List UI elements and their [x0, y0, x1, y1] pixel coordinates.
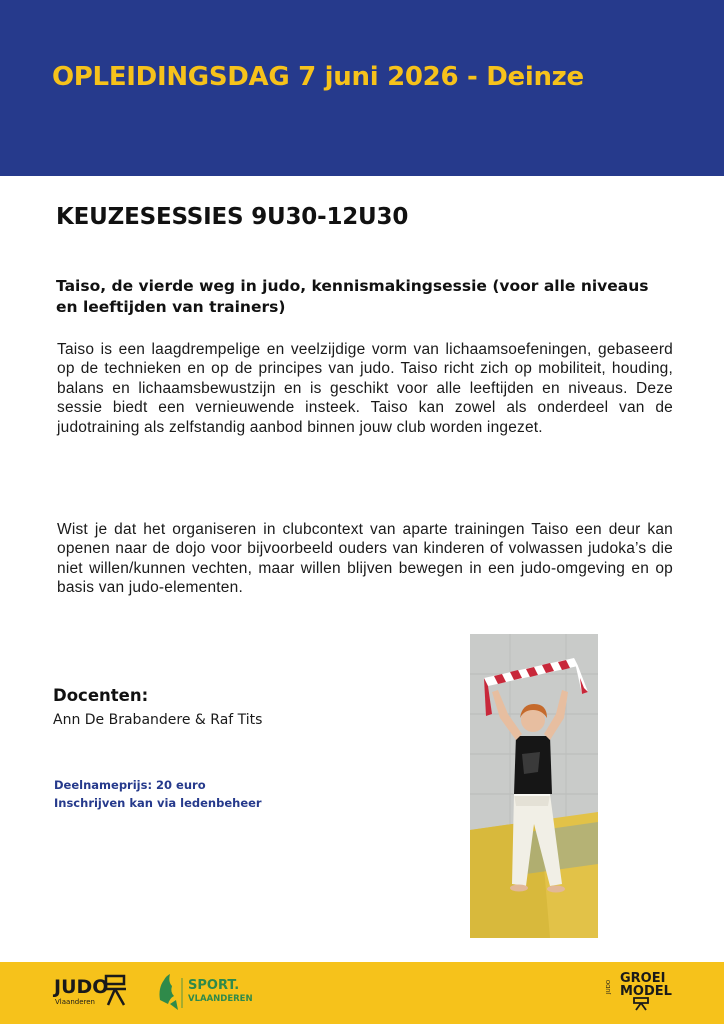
session-context-paragraph: Wist je dat het organiseren in clubcontext van aparte trainingen Taiso een deur kan openen naar de dojo voor bijvoorbeeld ouders van kinderen of volwassen judoka’s die niet willen/kunnen vechten, maar willen blijven bewegen in een judo-omgeving en op basis van judo-elementen. — [57, 521, 673, 597]
section-title: KEUZESESSIES 9U30-12U30 — [56, 204, 409, 230]
model-logo-text: MODEL — [620, 984, 672, 999]
registration-info: Inschrijven kan via ledenbeheer — [54, 796, 262, 810]
taiso-exercise-illustration — [470, 634, 598, 938]
vlaanderen-logo-text: VLAANDEREN — [188, 994, 253, 1004]
sport-vlaanderen-logo — [156, 970, 266, 1012]
docenten-label: Docenten: — [53, 686, 149, 705]
page-title: OPLEIDINGSDAG 7 juni 2026 - Deinze — [52, 62, 584, 92]
judoka-icon — [634, 998, 648, 1010]
price-info: Deelnameprijs: 20 euro — [54, 778, 206, 792]
judo-logo-subtext: Vlaanderen — [55, 998, 95, 1006]
groeimodel-side-text: JUDO — [606, 979, 612, 994]
sport-logo-text: SPORT. — [188, 978, 240, 993]
judo-vlaanderen-logo — [54, 971, 134, 1011]
docenten-names: Ann De Brabandere & Raf Tits — [53, 712, 263, 728]
judo-groeimodel-logo — [606, 968, 682, 1010]
lion-emblem-icon — [160, 974, 179, 1010]
session-description: Taiso is een laagdrempelige en veelzijdige vorm van lichaamsoefeningen, gebaseerd op de technieken en op de principes van judo. Taiso richt zich op mobiliteit, houding, balans en lichaamsbewustzijn en is geschikt voor alle leeftijden en niveaus. Deze sessie biedt een vernieuwende insteek. Taiso kan zowel als onderdeel van de judotraining als zelfstandig aanbod binnen jouw club worden ingezet. — [57, 341, 673, 436]
session-title: Taiso, de vierde weg in judo, kennismakingsessie (voor alle niveaus en leeftijden van trainers) — [56, 277, 649, 316]
instructor-photo — [470, 634, 598, 938]
groei-logo-text: GROEI — [620, 971, 666, 986]
header-banner — [0, 0, 724, 176]
judo-logo-text: JUDO — [54, 976, 109, 998]
